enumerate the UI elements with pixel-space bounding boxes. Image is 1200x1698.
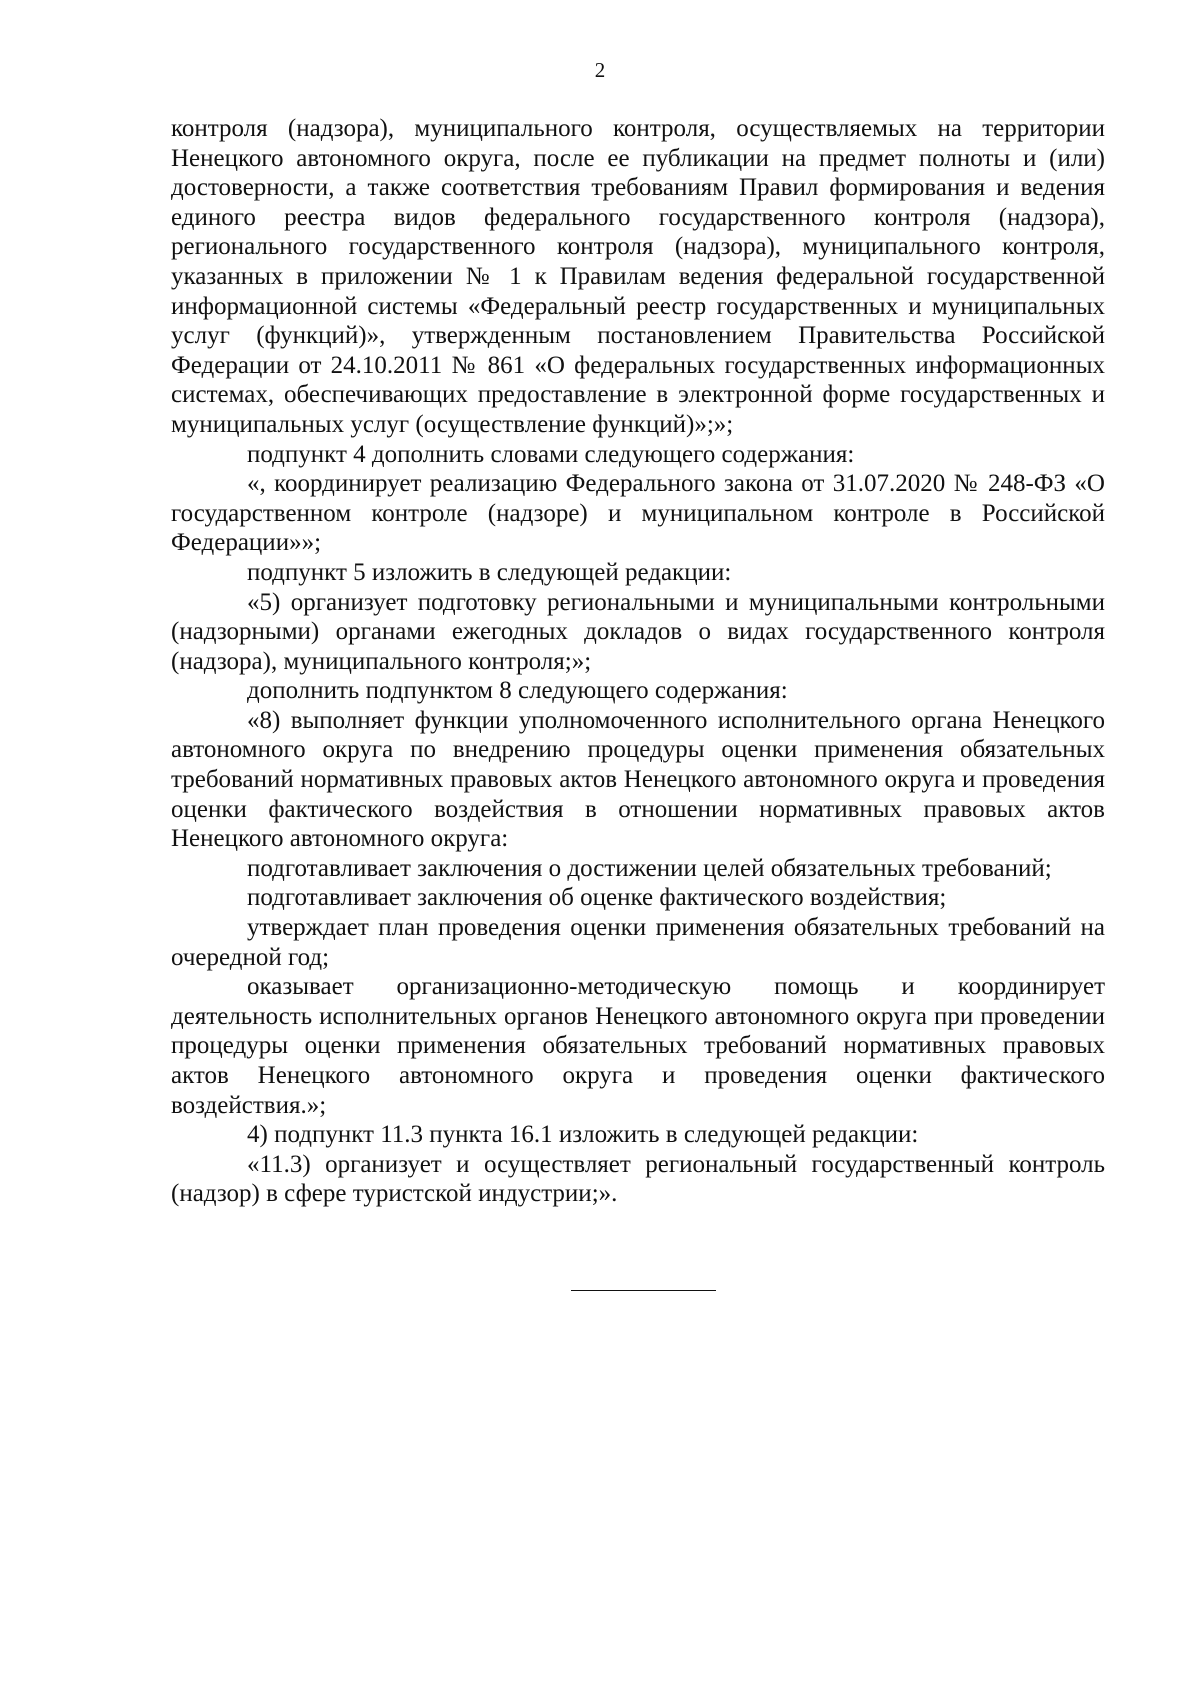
paragraph: подпункт 4 дополнить словами следующего содержания: [247, 440, 855, 468]
paragraph: подготавливает заключения об оценке фактического воздействия; [247, 884, 947, 912]
paragraph: подпункт 5 изложить в следующей редакции: [247, 558, 732, 586]
paragraph: «, координирует реализацию Федерального закона от 31.07.2020 № 248-ФЗ «О государственном контроле (надзоре) и муниципальном контроле в Российской Федерации»»; [171, 470, 1105, 557]
document-body [171, 114, 1105, 1209]
paragraph: подготавливает заключения о достижении целей обязательных требований; [247, 854, 1052, 882]
paragraph: контроля (надзора), муниципального контроля, осуществляемых на территории Ненецкого автономного округа, после ее публикации на предмет полноты и (или) достоверности, а также соответствия требованиям Правил формирования и ведения единого реестра видов федерального государственного контроля (надзора), регионального государственного контроля (надзора), муниципального контроля, указанных в приложении № 1 к Правилам ведения федеральной государственной информационной системы «Федеральный реестр государственных и муниципальных услуг (функций)», утвержденным постановлением Правительства Российской Федерации от 24.10.2011 № 861 «О федеральных государственных информационных системах, обеспечивающих предоставление в электронной форме государственных и муниципальных услуг (осуществление функций)»;»; [171, 115, 1105, 438]
paragraph: 4) подпункт 11.3 пункта 16.1 изложить в следующей редакции: [247, 1121, 919, 1149]
end-divider [571, 1290, 716, 1291]
paragraph: оказывает организационно-методическую помощь и координирует деятельность исполнительных органов Ненецкого автономного округа при проведении процедуры оценки применения обязательных требований нормативных правовых актов Ненецкого автономного округа и проведения оценки фактического воздействия.»; [171, 973, 1105, 1119]
paragraph: «5) организует подготовку региональными и муниципальными контрольными (надзорными) органами ежегодных докладов о видах государственного контроля (надзора), муниципального контроля;»; [171, 588, 1105, 675]
page-number: 2 [594, 58, 606, 82]
paragraph: дополнить подпунктом 8 следующего содержания: [247, 677, 788, 705]
paragraph: «8) выполняет функции уполномоченного исполнительного органа Ненецкого автономного округа по внедрению процедуры оценки применения обязательных требований нормативных правовых актов Ненецкого автономного округа и проведения оценки фактического воздействия в отношении нормативных правовых актов Ненецкого автономного округа: [171, 706, 1105, 853]
paragraph: «11.3) организует и осуществляет региональный государственный контроль (надзор) в сфере туристской индустрии;». [171, 1150, 1105, 1208]
paragraph: утверждает план проведения оценки применения обязательных требований на очередной год; [171, 914, 1105, 971]
